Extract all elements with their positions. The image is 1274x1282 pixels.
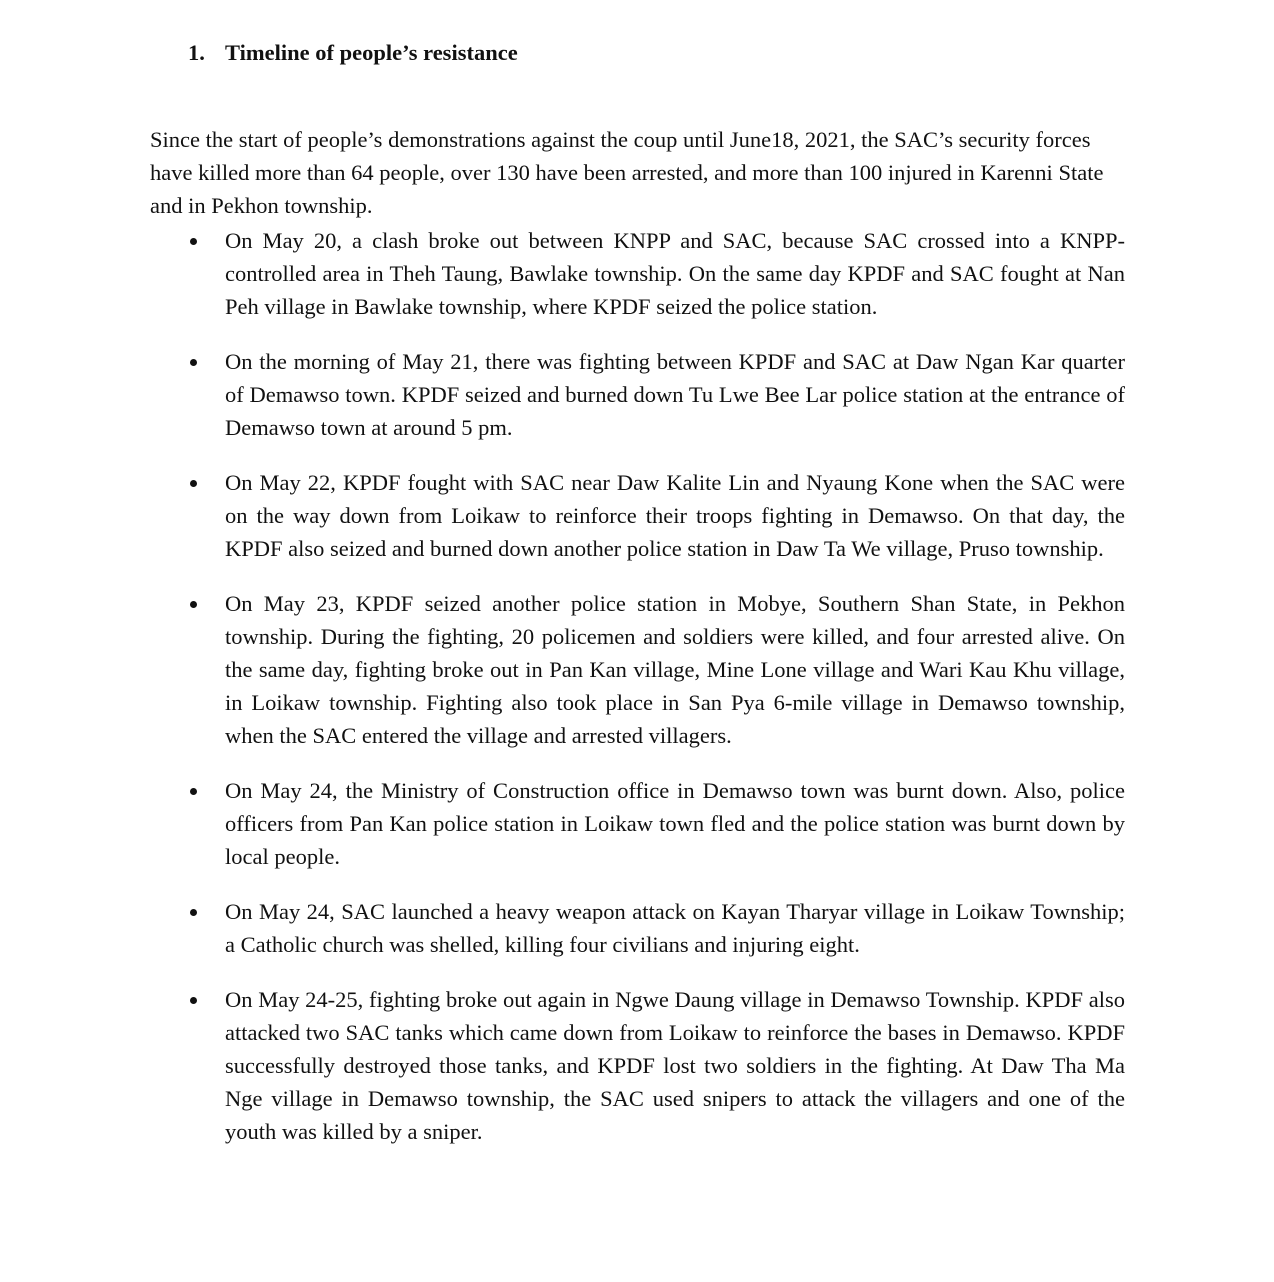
bullet-icon (190, 997, 197, 1004)
list-item (150, 345, 1125, 444)
list-item (150, 224, 1125, 323)
list-item-text: On the morning of May 21, there was fighting between KPDF and SAC at Daw Ngan Kar quarter of Demawso town. KPDF seized and burned down Tu Lwe Bee Lar police station at the entrance of Demawso town at around 5 pm. (225, 349, 1125, 440)
list-item (150, 587, 1125, 752)
bullet-icon (190, 788, 197, 795)
list-item (150, 774, 1125, 873)
bullet-icon (190, 601, 197, 608)
list-item-text: On May 24-25, fighting broke out again in Ngwe Daung village in Demawso Township. KPDF also attacked two SAC tanks which came down from Loikaw to reinforce the bases in Demawso. KPDF successfully destroyed those tanks, and KPDF lost two soldiers in the fighting. At Daw Tha Ma Nge village in Demawso township, the SAC used snipers to attack the villagers and one of the youth was killed by a sniper. (225, 987, 1125, 1144)
list-item (150, 466, 1125, 565)
list-item-text: On May 24, the Ministry of Construction office in Demawso town was burnt down. Also, police officers from Pan Kan police station in Loikaw town fled and the police station was burnt down by local people. (225, 778, 1125, 869)
intro-paragraph: Since the start of people’s demonstrations against the coup until June18, 2021, the SAC’s security forces have killed more than 64 people, over 130 have been arrested, and more than 100 injured in Karenni State and in Pekhon township. (150, 127, 1104, 218)
list-item-text: On May 24, SAC launched a heavy weapon attack on Kayan Tharyar village in Loikaw Township; a Catholic church was shelled, killing four civilians and injuring eight. (225, 899, 1125, 957)
section-title: Timeline of people’s resistance (225, 40, 518, 65)
bullet-icon (190, 359, 197, 366)
list-item (150, 983, 1125, 1148)
list-item-text: On May 20, a clash broke out between KNPP and SAC, because SAC crossed into a KNPP-controlled area in Theh Taung, Bawlake township. On the same day KPDF and SAC fought at Nan Peh village in Bawlake township, where KPDF seized the police station. (225, 228, 1125, 319)
section-heading (188, 37, 518, 69)
bullet-icon (190, 909, 197, 916)
bullet-icon (190, 238, 197, 245)
list-item-text: On May 23, KPDF seized another police station in Mobye, Southern Shan State, in Pekhon township. During the fighting, 20 policemen and soldiers were killed, and four arrested alive. On the same day, fighting broke out in Pan Kan village, Mine Lone village and Wari Kau Khu village, in Loikaw township. Fighting also took place in San Pya 6-mile village in Demawso township, when the SAC entered the village and arrested villagers. (225, 591, 1125, 748)
timeline-list (150, 224, 1125, 1170)
list-item-text: On May 22, KPDF fought with SAC near Daw Kalite Lin and Nyaung Kone when the SAC were on the way down from Loikaw to reinforce their troops fighting in Demawso. On that day, the KPDF also seized and burned down another police station in Daw Ta We village, Pruso township. (225, 470, 1125, 561)
bullet-icon (190, 480, 197, 487)
section-number: 1. (188, 40, 205, 65)
list-item (150, 895, 1125, 961)
